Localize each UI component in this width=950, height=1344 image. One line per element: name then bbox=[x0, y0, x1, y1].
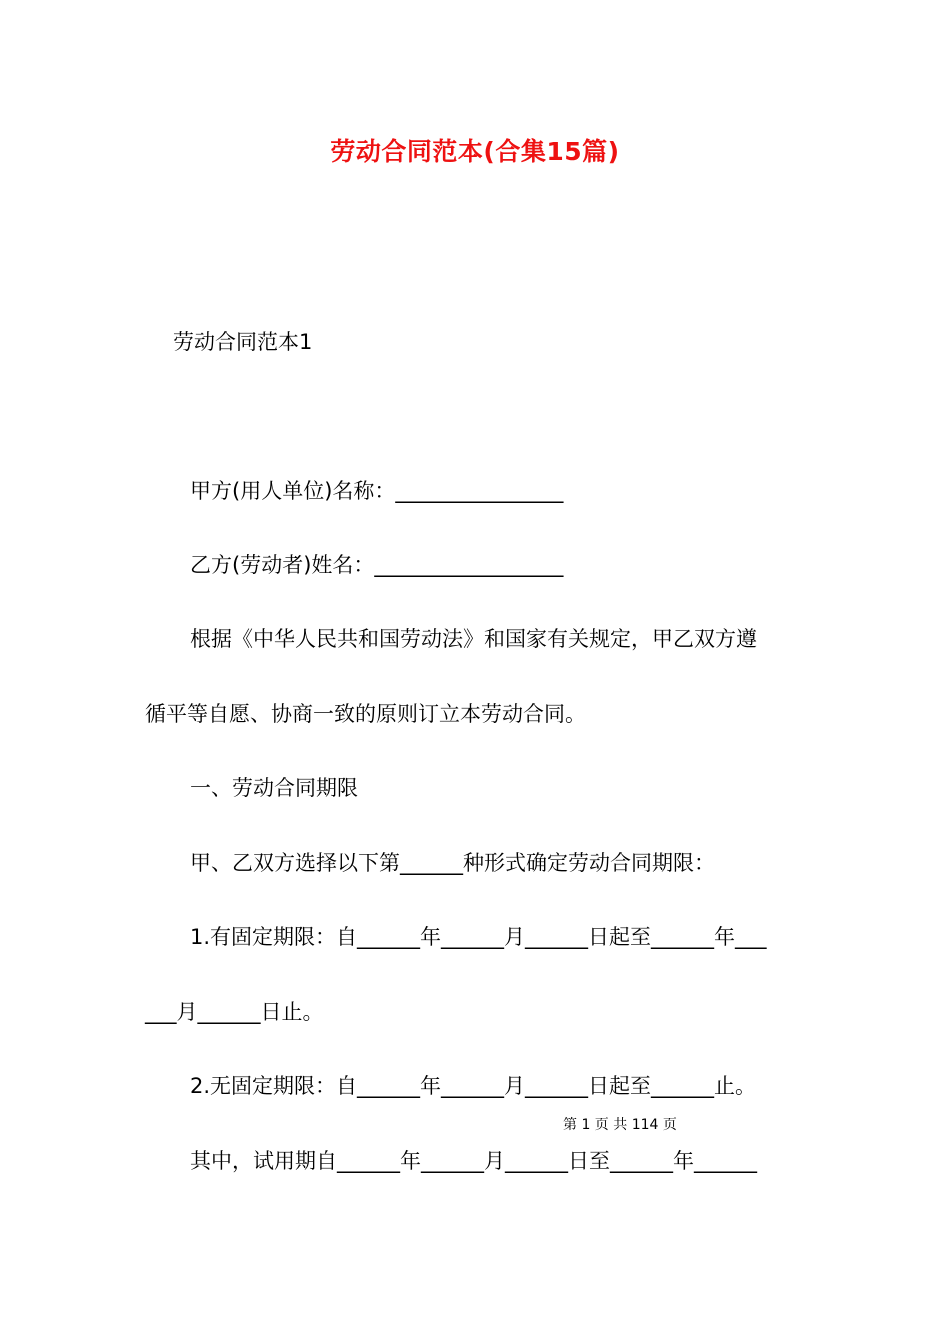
document-title: 劳动合同范本(合集15篇) bbox=[330, 137, 620, 166]
fixed-term-line-1: 1.有固定期限：自______年______月______日起至______年___ bbox=[190, 925, 767, 949]
open-term-line: 2.无固定期限：自______年______月______日起至______止。 bbox=[190, 1074, 757, 1098]
fixed-term-line-2: ___月______日止。 bbox=[145, 1000, 324, 1024]
page-footer: 第 1 页 共 114 页 bbox=[563, 1117, 677, 1133]
term-choice-line: 甲、乙双方选择以下第______种形式确定劳动合同期限： bbox=[190, 851, 715, 875]
party-b-name-line: 乙方(劳动者)姓名：__________________ bbox=[190, 553, 564, 577]
preamble-line-1: 根据《中华人民共和国劳动法》和国家有关规定，甲乙双方遵 bbox=[190, 627, 757, 651]
clause-heading: 一、劳动合同期限 bbox=[190, 776, 358, 800]
party-a-name-line: 甲方(用人单位)名称：________________ bbox=[190, 479, 564, 503]
preamble-line-2: 循平等自愿、协商一致的原则订立本劳动合同。 bbox=[145, 702, 586, 726]
probation-line: 其中，试用期自______年______月______日至______年______ bbox=[190, 1149, 757, 1173]
section-heading: 劳动合同范本1 bbox=[173, 330, 313, 354]
